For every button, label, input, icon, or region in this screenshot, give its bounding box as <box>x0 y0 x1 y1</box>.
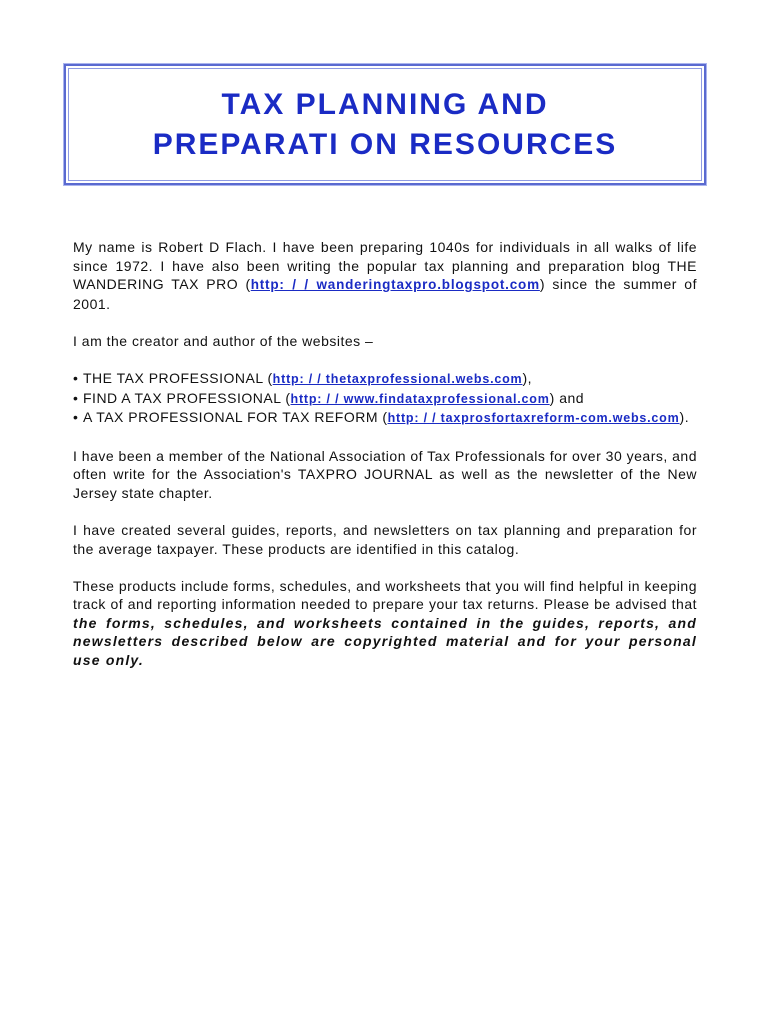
blog-link[interactable]: http: / / wanderingtaxpro.blogspot.com <box>250 277 540 293</box>
products-text: These products include forms, schedules, and worksheets that you will find helpful in keeping track of and reporting information needed to prepare your tax returns. Please be advised that <box>73 577 697 613</box>
website-link-taxprofessional[interactable]: http: / / thetaxprofessional.webs.com <box>272 372 523 387</box>
website-suffix: ), <box>522 370 533 387</box>
website-trailing: and <box>554 389 585 406</box>
website-link-taxreform[interactable]: http: / / taxprosfortaxreform-com.webs.com <box>387 411 680 426</box>
bullet-icon: • <box>73 409 79 426</box>
intro-text-end: ) since the summer of 2001. <box>73 276 697 312</box>
bullet-icon: • <box>73 370 79 387</box>
list-item <box>73 408 697 428</box>
intro-paragraph <box>73 238 697 313</box>
website-link-findataxprofessional[interactable]: http: / / www.findataxprofessional.com <box>290 391 550 406</box>
list-item <box>73 369 697 389</box>
website-suffix: ) <box>549 389 555 406</box>
title-line-2: PREPARATI ON RESOURCES <box>152 127 618 161</box>
intro-text: My name is Robert D Flach. I have been preparing 1040s for individuals in all walks of life since 1972. I have also been writing the popular tax planning and preparation blog THE WANDERING TAX PRO ( <box>73 239 697 293</box>
title-line-1: TAX PLANNING AND <box>221 87 549 121</box>
products-paragraph <box>73 577 697 670</box>
website-suffix: ). <box>679 409 690 426</box>
guides-paragraph: I have created several guides, reports, and newsletters on tax planning and preparation for the average taxpayer. These products are identified in this catalog. <box>73 521 697 557</box>
website-label: THE TAX PROFESSIONAL ( <box>83 370 273 387</box>
websites-list <box>73 369 697 428</box>
document-body <box>73 238 697 688</box>
copyright-notice: the forms, schedules, and worksheets contained in the guides, reports, and newsletters described below are copyrighted material and for your personal use only. <box>73 614 697 669</box>
title-box <box>64 64 706 185</box>
website-label: A TAX PROFESSIONAL FOR TAX REFORM ( <box>83 409 388 426</box>
creator-paragraph: I am the creator and author of the websites – <box>73 332 374 349</box>
website-label: FIND A TAX PROFESSIONAL ( <box>83 389 291 406</box>
list-item <box>73 389 697 409</box>
bullet-icon: • <box>73 389 79 406</box>
membership-paragraph: I have been a member of the National Association of Tax Professionals for over 30 years, and often write for the Association's TAXPRO JOURNAL as well as the newsletter of the New Jersey state chapter. <box>73 447 697 501</box>
